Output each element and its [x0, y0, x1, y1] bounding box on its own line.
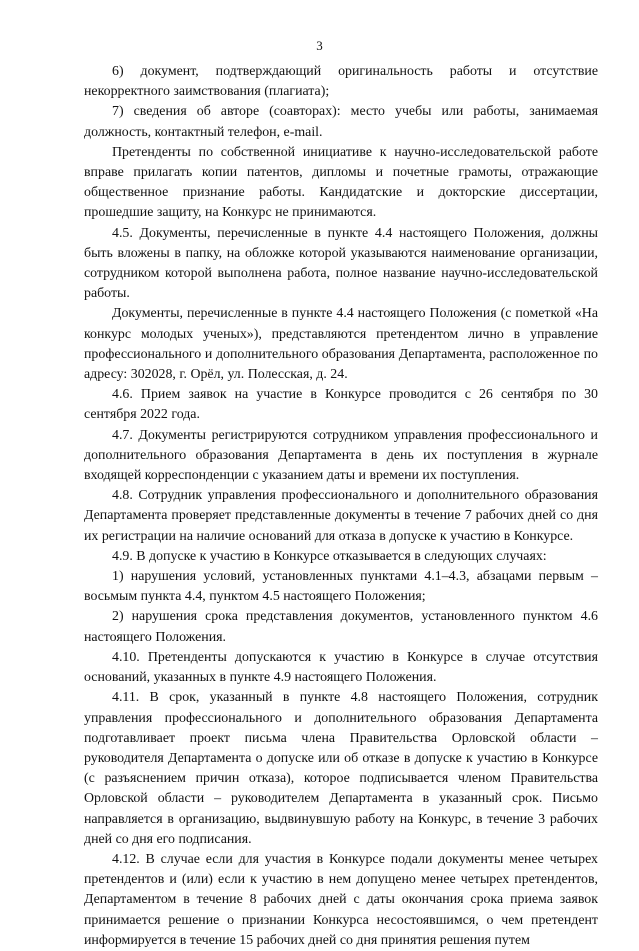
paragraph-submission-address: Документы, перечисленные в пункте 4.4 настоящего Положения (с пометкой «На конкурс молодых ученых»), представляются претендентом лично в управление профессионального и дополнительного образования Департамента, расположенное по адресу: 302028, г. Орёл, ул. Полесская, д. 24. [84, 306, 598, 383]
paragraph-item-7: 7) сведения об авторе (соавторах): место учебы или работы, занимаемая должность, контактный телефон, e-mail. [84, 104, 598, 140]
paragraph-4-9-item-2: 2) нарушения срока представления документов, установленного пунктом 4.6 настоящего Положения. [84, 609, 598, 645]
paragraph-4-10: 4.10. Претенденты допускаются к участию в Конкурсе в случае отсутствия оснований, указанных в пункте 4.9 настоящего Положения. [84, 649, 598, 686]
page-number: 3 [316, 38, 323, 53]
paragraph-4-8: 4.8. Сотрудник управления профессионального и дополнительного образования Департамента проверяет представленные документы в течение 7 рабочих дней со дня их регистрации на наличие оснований для отказа в допуске к участию в Конкурсе. [84, 488, 598, 544]
paragraph-applicants-initiative: Претенденты по собственной инициативе к научно-исследовательской работе вправе прилагать копии патентов, дипломы и почетные грамоты, отражающие общественное признание работы. Кандидатские и докторские диссертации, прошедшие защиту, на Конкурс не принимаются. [84, 144, 598, 221]
paragraph-4-6: 4.6. Прием заявок на участие в Конкурсе проводится с 26 сентября по 30 сентября 2022 года. [84, 387, 598, 423]
paragraph-4-9-item-1: 1) нарушения условий, установленных пунктами 4.1–4.3, абзацами первым – восьмым пункта 4.4, пунктом 4.5 настоящего Положения; [84, 569, 598, 605]
document-body [84, 62, 598, 951]
paragraph-4-7: 4.7. Документы регистрируются сотрудником управления профессионального и дополнительного образования Департамента в день их поступления в журнале входящей корреспонденции с указанием даты и времени их поступления. [84, 427, 598, 484]
paragraph-4-9: 4.9. В допуске к участию в Конкурсе отказывается в следующих случаях: [112, 548, 547, 564]
paragraph-item-6: 6) документ, подтверждающий оригинальность работы и отсутствие некорректного заимствования (плагиата); [84, 64, 598, 100]
paragraph-4-12: 4.12. В случае если для участия в Конкурсе подали документы менее четырех претендентов и (или) если к участию в нем допущено менее четырех претендентов, Департаментом в течение 8 рабочих дней с даты окончания срока приема заявок принимается решение о признании Конкурса несостоявшимся, о чем претендент информируется в течение 15 рабочих дней со дня принятия решения путем [84, 851, 598, 948]
paragraph-4-11: 4.11. В срок, указанный в пункте 4.8 настоящего Положения, сотрудник управления профессионального и дополнительного образования Департамента подготавливает проект письма члена Правительства Орловской области – руководителя Департамента о допуске или об отказе в допуске к участию в Конкурсе (с разъяснением причин отказа), которое подписывается членом Правительства Орловской области – руководителем Департамента в указанный срок. Письмо направляется в организацию, выдвинувшую работу на Конкурс, в течение 3 рабочих дней со дня его подписания. [84, 690, 598, 847]
paragraph-4-5: 4.5. Документы, перечисленные в пункте 4.4 настоящего Положения, должны быть вложены в папку, на обложке которой указываются наименование организации, сотрудником которой выполнена работа, полное название научно-исследовательской работы. [84, 225, 598, 302]
